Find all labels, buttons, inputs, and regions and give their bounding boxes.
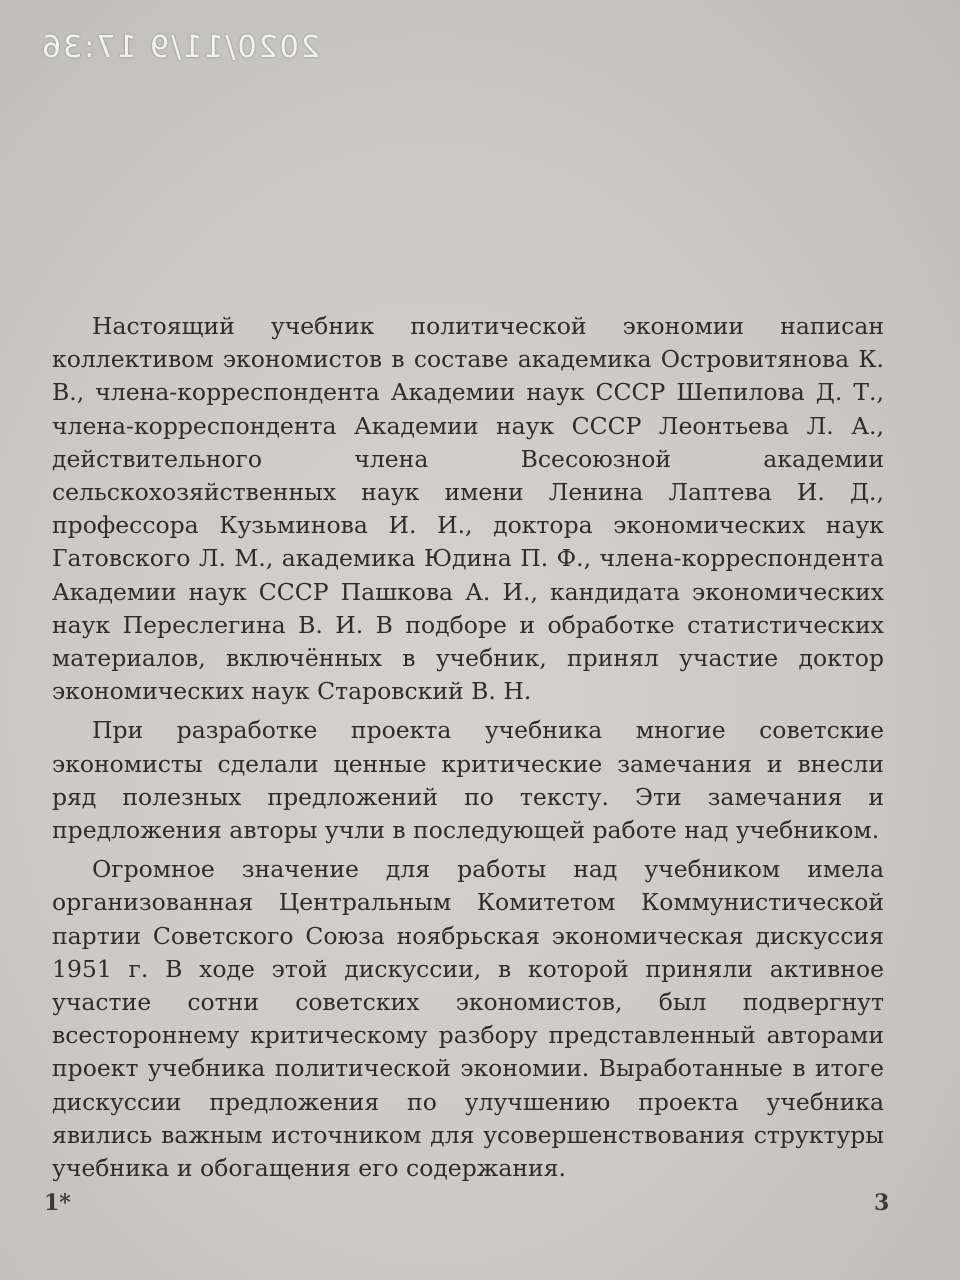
signature-mark: 1* — [44, 1190, 71, 1216]
body-text — [52, 310, 884, 1185]
photo-timestamp: 2020/11/9 17:36 — [40, 30, 320, 65]
paragraph-authors: Настоящий учебник политической экономии написан коллективом экономистов в составе академика Островитянова К. В., члена-корреспондента Академии наук СССР Шепилова Д. Т., члена-корреспондента Академии наук СССР Леонтьева Л. А., действительного члена Всесоюзной академии сельскохозяйственных наук имени Ленина Лаптева И. Д., профессора Кузьминова И. И., доктора экономических наук Гатовского Л. М., академика Юдина П. Ф., члена-корреспондента Академии наук СССР Пашкова А. И., кандидата экономических наук Переслегина В. И. В подборе и обработке статистических материалов, включённых в учебник, принял участие доктор экономических наук Старовский В. Н. — [52, 312, 884, 706]
paragraph-economists-remarks: При разработке проекта учебника многие советские экономисты сделали ценные критические замечания и внесли ряд полезных предложений по тексту. Эти замечания и предложения авторы учли в последующей работе над учебником. — [52, 716, 884, 845]
page-number: 3 — [874, 1190, 890, 1216]
paragraph-discussion-1951: Огромное значение для работы над учебником имела организованная Центральным Комитетом Коммунистической партии Советского Союза ноябрьская экономическая дискуссия 1951 г. В ходе этой дискуссии, в которой приняли активное участие сотни советских экономистов, был подвергнут всестороннему критическому разбору представленный авторами проект учебника политической экономии. Выработанные в итоге дискуссии предложения по улучшению проекта учебника явились важным источником для усовершенствования структуры учебника и обогащения его содержания. — [52, 855, 884, 1183]
